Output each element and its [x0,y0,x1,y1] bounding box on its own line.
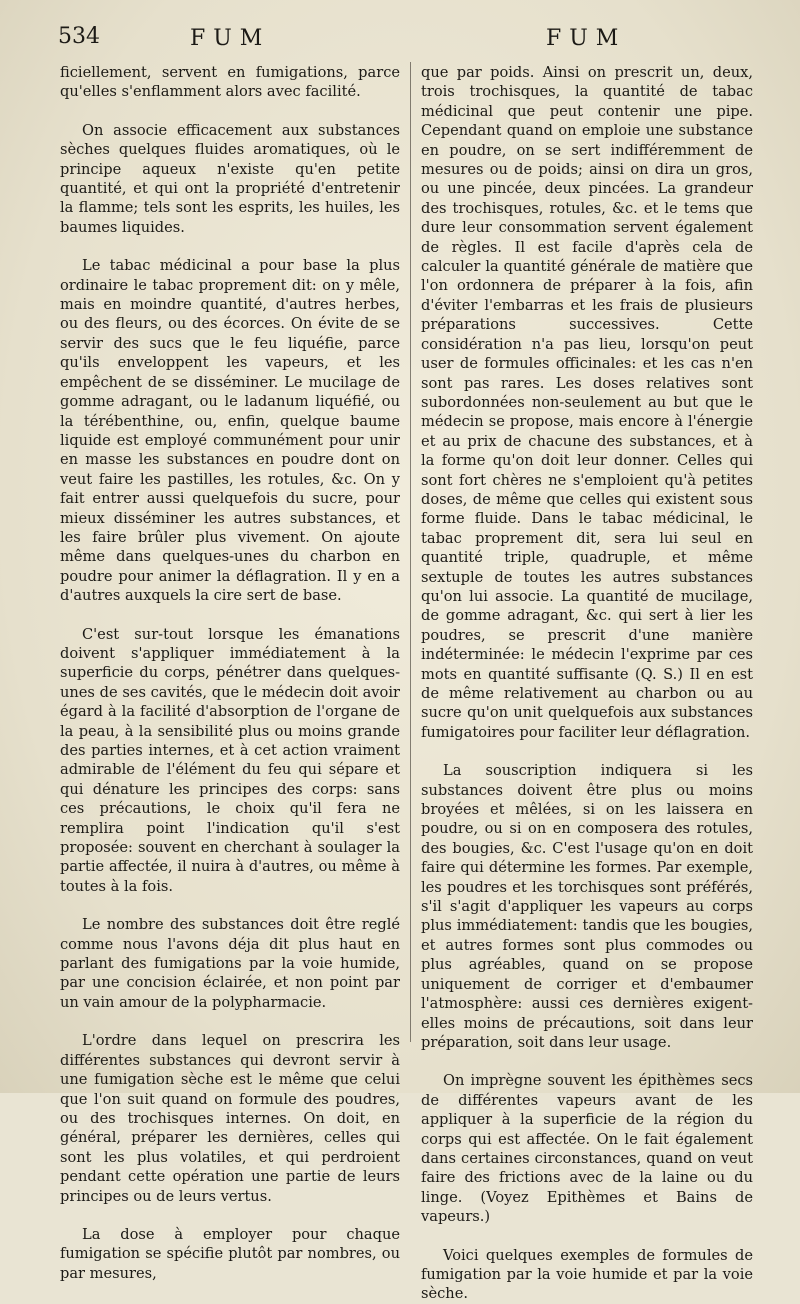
column-divider [410,62,411,1042]
running-head-right: FUM [546,26,627,51]
paragraph: ficiellement, servent en fumigations, parce qu'elles s'enflamment alors avec facilité. [60,64,400,101]
right-column [421,63,753,1304]
paragraph: L'ordre dans lequel on prescrira les différentes substances qui devront servir à une fumigation sèche est le même que celui que l'on suit quand on formule des poudres, ou des trochisques internes. On doit, en général, préparer les dernières, celles qui sont les plus volatiles, et qui perdroient pendant cette opération une partie de leurs principes ou de leurs vertus. [60,1032,400,1205]
paragraph: que par poids. Ainsi on prescrit un, deux, trois trochisques, la quantité de tabac médicinal que peut contenir une pipe. Cependant quand on emploie une substance en poudre, on se sert indifféremment de mesures ou de poids; ainsi on dira un gros, ou une pincée, deux pincées. La grandeur des trochisques, rotules, &c. et le tems que dure leur consommation servent également de règles. Il est facile d'après cela de calculer la quantité générale de matière que l'on ordonnera de préparer à la fois, afin d'éviter l'embarras et les frais de plusieurs préparations successives. Cette considération n'a pas lieu, lorsqu'on peut user de formules officinales: et les cas n'en sont pas rares. Les doses relatives sont subordonnées non-seulement au but que le médecin se propose, mais encore à l'énergie et au prix de chacune des substances, et à la forme qu'on doit leur donner. Celles qui sont fort chères ne s'emploient qu'à petites doses, de même que celles qui existent sous forme fluide. Dans le tabac médicinal, le tabac proprement dit, sera lui seul en quantité triple, quadruple, et même sextuple de toutes les autres substances qu'on lui associe. La quantité de mucilage, de gomme adragant, &c. qui sert à lier les poudres, se prescrit d'une manière indéterminée: le médecin l'exprime par ces mots en quantité suffisante (Q. S.) Il en est de même relativement au charbon ou au sucre qu'on unit quelquefois aux substances fumigatoires pour faciliter leur déflagration. [421,64,753,741]
running-head-left: FUM [190,26,271,51]
paragraph: La dose à employer pour chaque fumigation se spécifie plutôt par nombres, ou par mesures, [60,1225,400,1282]
paragraph: On associe efficacement aux substances sèches quelques fluides aromatiques, où le principe aqueux n'existe qu'en petite quantité, et qui ont la propriété d'entretenir la flamme; tels sont les esprits, les huiles, les baumes liquides. [60,121,400,236]
paragraph: La souscription indiquera si les substances doivent être plus ou moins broyées et mêlées, si on les laissera en poudre, ou si on en composera des rotules, des bougies, &c. C'est l'usage qu'on en doit faire qui détermine les formes. Par exemple, les poudres et les torchisques sont préférés, s'il s'agit d'appliquer les vapeurs au corps plus immédiatement: tandis que les bougies, et autres formes sont plus commodes ou plus agréables, quand on se propose uniquement de corriger et d'embaumer l'atmosphère: aussi ces dernières exigent-elles moins de précautions, soit dans leur préparation, soit dans leur usage. [421,762,753,1051]
paragraph: Le nombre des substances doit être reglé comme nous l'avons déja dit plus haut en parlant des fumigations par la voie humide, par une concision éclairée, et non point par un vain amour de la polypharmacie. [60,916,400,1011]
page-number: 534 [58,24,100,49]
left-column [60,63,400,1283]
paragraph: Le tabac médicinal a pour base la plus ordinaire le tabac proprement dit: on y mêle, mais en moindre quantité, d'autres herbes, ou des fleurs, ou des écorces. On évite de se servir des sucs que le feu liquéfie, parce qu'ils enveloppent les vapeurs, et les empêchent de se disséminer. Le mucilage de gomme adragant, ou le ladanum liquéfié, ou la térébenthine, ou, enfin, quelque baume liquide est employé communément pour unir en masse les substances en poudre dont on veut faire les pastilles, les rotules, &c. On y fait entrer aussi quelquefois du sucre, pour mieux disséminer les autres substances, et les faire brûler plus vivement. On ajoute même dans quelques-unes du charbon en poudre pour animer la déflagration. Il y en a d'autres auxquels la cire sert de base. [60,257,400,605]
paragraph: On imprègne souvent les épithèmes secs de différentes vapeurs avant de les appliquer à la superficie de la région du corps qui est affectée. On le fait également dans certaines circonstances, quand on veut faire des frictions avec de la laine ou du linge. (Voyez Epithèmes et Bains de vapeurs.) [421,1072,753,1226]
paragraph: Voici quelques exemples de formules de fumigation par la voie humide et par la voie sèche. [421,1246,753,1303]
paragraph: C'est sur-tout lorsque les émanations doivent s'appliquer immédiatement à la superficie du corps, pénétrer dans quelques-unes de ses cavités, que le médecin doit avoir égard à la facilité d'absorption de l'organe de la peau, à la sensibilité plus ou moins grande des parties internes, et à cet action vraiment admirable de l'élément du feu qui sépare et qui dénature les principes des corps: sans ces précautions, le choix qu'il fera ne remplira point l'indication qu'il s'est proposée: souvent en cherchant à soulager la partie affectée, il nuira à d'autres, ou même à toutes à la fois. [60,625,400,895]
page-header [0,22,800,62]
